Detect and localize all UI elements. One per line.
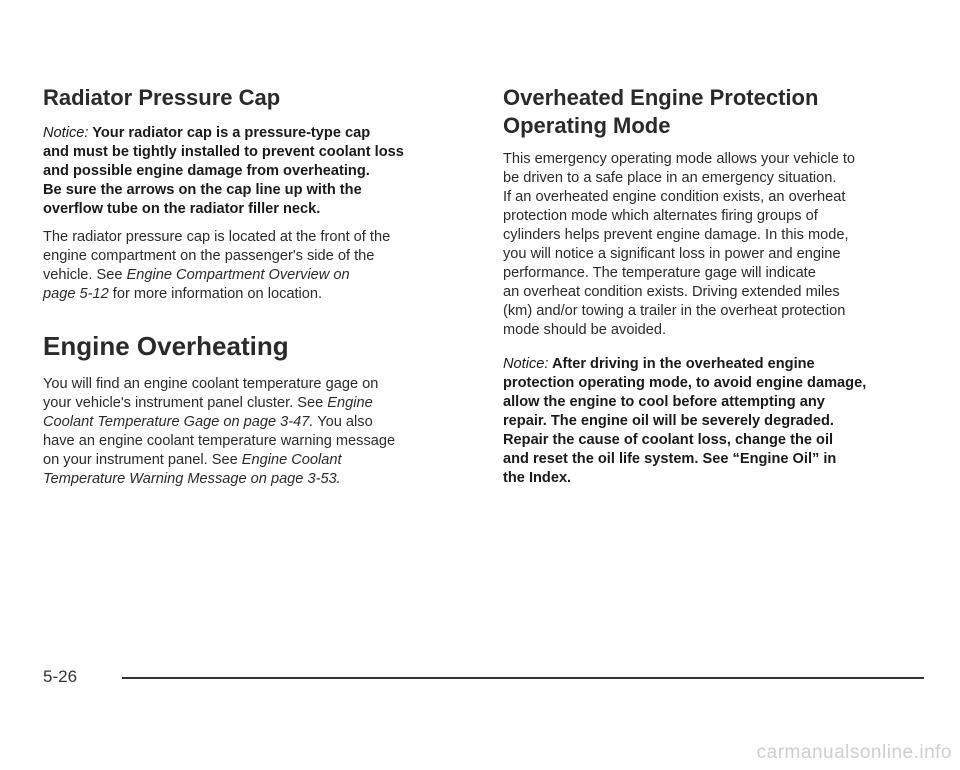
notice-label: Notice:	[43, 125, 89, 141]
body-line: mode should be avoided.	[503, 322, 667, 338]
body-line: performance. The temperature gage will indicate	[503, 265, 816, 281]
engine-overheating-paragraph	[43, 375, 468, 489]
overheat-protection-heading-line2: Operating Mode	[503, 113, 671, 138]
notice-text-line: the Index.	[503, 470, 572, 486]
notice-text-line: and must be tightly installed to prevent coolant loss	[43, 144, 404, 160]
body-line: If an overheated engine condition exists, an overheat	[503, 189, 846, 205]
cross-reference: Coolant Temperature Gage on page 3-47.	[43, 414, 314, 430]
notice-text-line: repair. The engine oil will be severely degraded.	[503, 413, 834, 429]
cross-reference: Engine Coolant	[241, 452, 342, 468]
cross-reference: page 5-12	[43, 286, 109, 302]
body-line: The radiator pressure cap is located at the front of the	[43, 229, 391, 245]
watermark: carmanualsonline.info	[756, 742, 952, 763]
notice-label: Notice:	[503, 356, 549, 372]
notice-text-line: and reset the oil life system. See “Engine Oil” in	[503, 451, 837, 467]
body-line: cylinders helps prevent engine damage. In this mode,	[503, 227, 849, 243]
overheat-protection-heading-line1: Overheated Engine Protection	[503, 85, 819, 110]
engine-overheating-heading: Engine Overheating	[43, 331, 289, 361]
notice-text-line: Repair the cause of coolant loss, change the oil	[503, 432, 834, 448]
body-text: vehicle. See	[43, 267, 127, 283]
cross-reference: Engine	[327, 395, 373, 411]
overheat-notice	[503, 355, 923, 488]
body-line: You will find an engine coolant temperature gage on	[43, 376, 379, 392]
notice-text-line: Be sure the arrows on the cap line up with the	[43, 182, 362, 198]
cross-reference: Engine Compartment Overview on	[126, 267, 350, 283]
page-number: 5-26	[43, 667, 78, 686]
right-column	[503, 84, 923, 488]
body-line: protection mode which alternates firing groups of	[503, 208, 818, 224]
body-line: have an engine coolant temperature warning message	[43, 433, 396, 449]
left-column	[43, 84, 468, 489]
notice-text-line: overflow tube on the radiator filler neck.	[43, 201, 321, 217]
body-text: your vehicle's instrument panel cluster. See	[43, 395, 328, 411]
notice-text-line: After driving in the overheated engine	[551, 356, 815, 372]
body-text: You also	[313, 414, 373, 430]
body-line: engine compartment on the passenger's side of the	[43, 248, 375, 264]
body-line: (km) and/or towing a trailer in the overheat protection	[503, 303, 846, 319]
cross-reference: Temperature Warning Message on page 3-53.	[43, 471, 341, 487]
body-line: This emergency operating mode allows your vehicle to	[503, 151, 856, 167]
footer-rule	[122, 677, 924, 679]
radiator-cap-paragraph	[43, 228, 468, 304]
radiator-cap-heading: Radiator Pressure Cap	[43, 85, 281, 110]
radiator-notice	[43, 124, 468, 219]
notice-text-line: allow the engine to cool before attempting any	[503, 394, 825, 410]
body-text: for more information on location.	[108, 286, 323, 302]
notice-text-line: protection operating mode, to avoid engine damage,	[503, 375, 867, 391]
notice-text-line: and possible engine damage from overheating.	[43, 163, 370, 179]
body-line: be driven to a safe place in an emergency situation.	[503, 170, 837, 186]
notice-text-line: Your radiator cap is a pressure-type cap	[92, 125, 371, 141]
body-text: on your instrument panel. See	[43, 452, 242, 468]
body-line: an overheat condition exists. Driving extended miles	[503, 284, 840, 300]
overheat-protection-paragraph	[503, 150, 923, 340]
body-line: you will notice a significant loss in power and engine	[503, 246, 841, 262]
